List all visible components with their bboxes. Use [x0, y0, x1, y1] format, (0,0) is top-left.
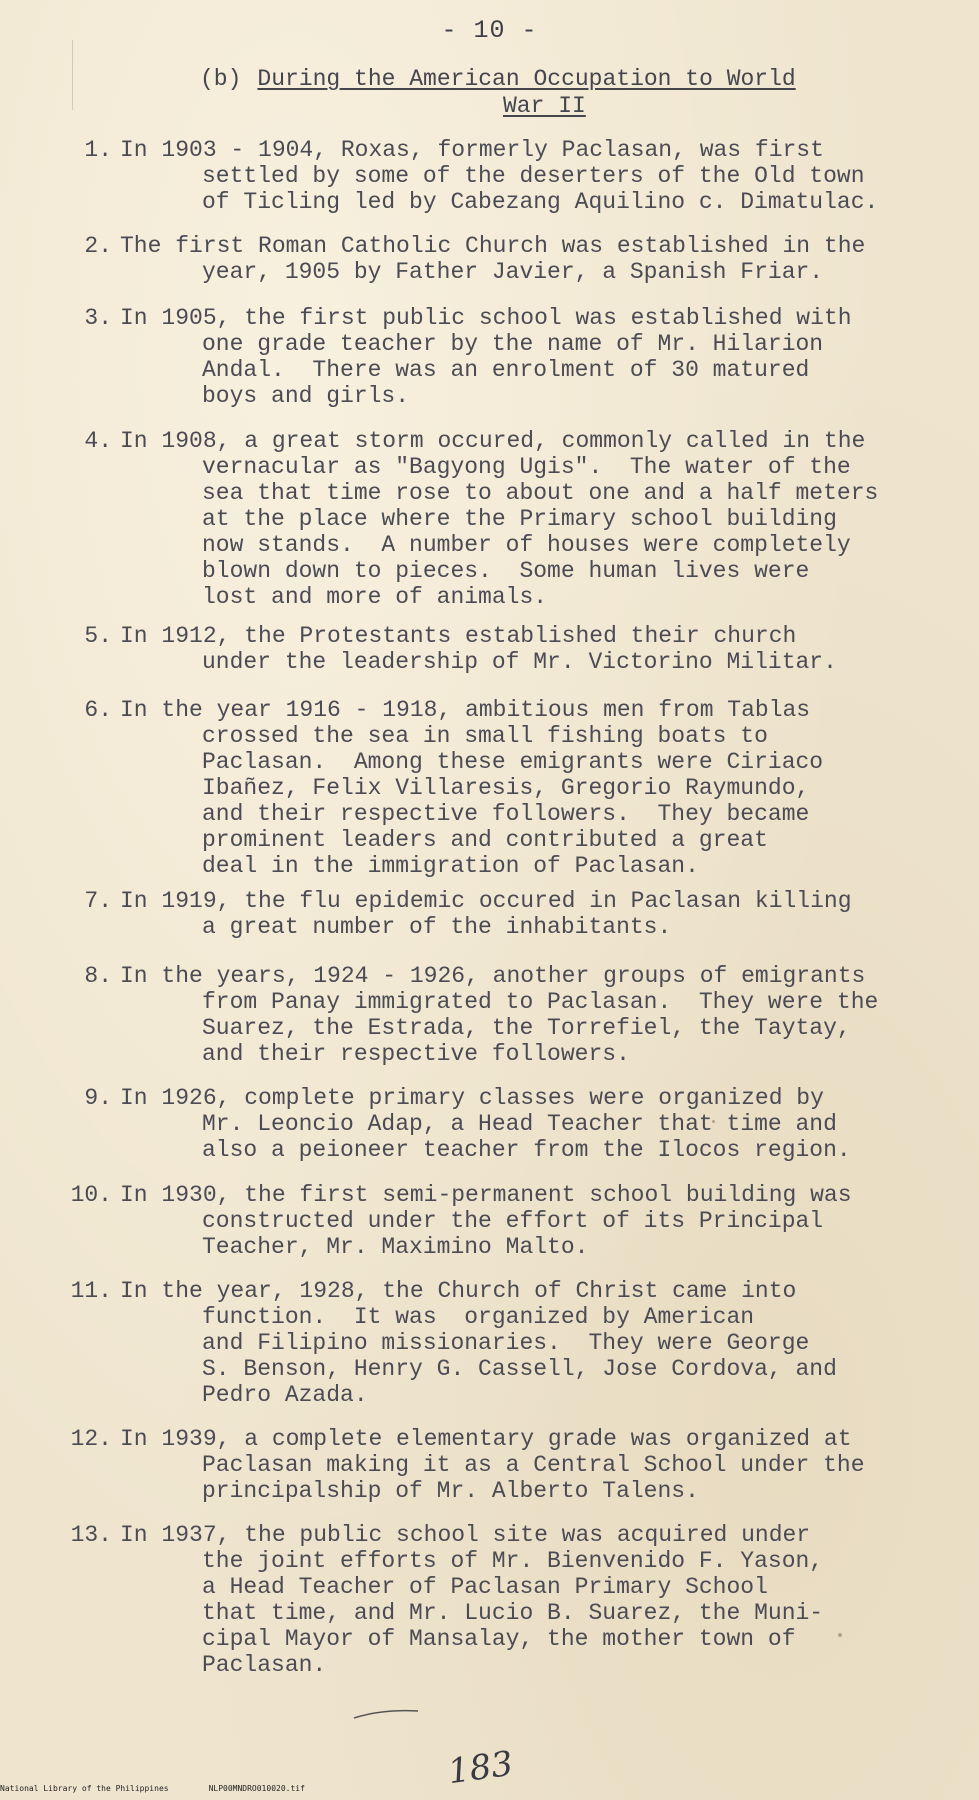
entry-line: under the leadership of Mr. Victorino Militar.: [202, 649, 837, 675]
entry-line: vernacular as "Bagyong Ugis". The water of the: [202, 454, 851, 480]
entry-line: sea that time rose to about one and a half meters: [202, 480, 879, 506]
entry-line: The first Roman Catholic Church was established in the: [120, 233, 866, 259]
entry-line: In the year 1916 - 1918, ambitious men from Tablas: [120, 697, 811, 723]
page-number: - 10 -: [441, 16, 538, 45]
entry-line: Ibañez, Felix Villaresis, Gregorio Raymundo,: [202, 775, 810, 801]
entry-line: S. Benson, Henry G. Cassell, Jose Cordova, and: [202, 1356, 837, 1382]
footer-library: National Library of the Philippines: [0, 1784, 169, 1793]
history-entry: [44, 305, 954, 409]
entry-line: and their respective followers.: [202, 1041, 630, 1067]
entry-line: In 1939, a complete elementary grade was organized at: [120, 1426, 852, 1452]
entry-line: deal in the immigration of Paclasan.: [202, 853, 699, 879]
entry-number: 11.: [70, 1278, 112, 1304]
footer-file-code: NLP00MNDRO010020.tif: [208, 1784, 305, 1793]
entry-line: Andal. There was an enrolment of 30 matured: [202, 357, 810, 383]
entry-line: In 1919, the flu epidemic occured in Paclasan killing: [120, 888, 852, 914]
pen-stroke-mark: [352, 1707, 422, 1721]
entry-line: boys and girls.: [202, 383, 410, 409]
section-title-line-1: During the American Occupation to World: [257, 66, 796, 92]
entry-line: at the place where the Primary school building: [202, 506, 837, 532]
entry-line: blown down to pieces. Some human lives were: [202, 558, 810, 584]
paper-speck: [712, 1120, 715, 1123]
handwritten-page-number: 183: [445, 1743, 516, 1793]
entry-line: In 1903 - 1904, Roxas, formerly Paclasan, was first: [120, 137, 824, 163]
history-entry: [44, 233, 954, 285]
entry-line: Paclasan making it as a Central School under the: [202, 1452, 865, 1478]
entry-line: crossed the sea in small fishing boats to: [202, 723, 768, 749]
entry-line: and Filipino missionaries. They were George: [202, 1330, 810, 1356]
entry-line: Paclasan.: [202, 1652, 327, 1678]
entry-line: In 1937, the public school site was acquired under: [120, 1522, 811, 1548]
entry-line: In 1912, the Protestants established their church: [120, 623, 797, 649]
entry-number: 3.: [84, 305, 112, 331]
entry-number: 10.: [70, 1182, 112, 1208]
entry-line: In the year, 1928, the Church of Christ came into: [120, 1278, 797, 1304]
entry-number: 5.: [84, 623, 112, 649]
entry-line: of Ticling led by Cabezang Aquilino c. Dimatulac.: [202, 189, 879, 215]
section-label: (b): [200, 66, 242, 92]
entry-number: 6.: [84, 697, 112, 723]
paper-crease: [72, 40, 73, 110]
entry-line: Suarez, the Estrada, the Torrefiel, the Taytay,: [202, 1015, 851, 1041]
entry-line: that time, and Mr. Lucio B. Suarez, the Muni-: [202, 1600, 824, 1626]
entry-line: Paclasan. Among these emigrants were Ciriaco: [202, 749, 824, 775]
entry-line: now stands. A number of houses were completely: [202, 532, 851, 558]
entry-line: In 1930, the first semi-permanent school building was: [120, 1182, 852, 1208]
entry-line: cipal Mayor of Mansalay, the mother town of: [202, 1626, 796, 1652]
entry-line: In 1908, a great storm occured, commonly called in the: [120, 428, 866, 454]
paper-speck: [838, 1633, 842, 1637]
entry-line: year, 1905 by Father Javier, a Spanish Friar.: [202, 259, 824, 285]
section-heading: [200, 66, 880, 120]
section-title-line-2: War II: [503, 93, 586, 119]
history-entry: [44, 963, 954, 1067]
entry-number: 2.: [84, 233, 112, 259]
history-entry: [44, 428, 954, 610]
entry-line: lost and more of animals.: [202, 584, 548, 610]
entry-line: In 1926, complete primary classes were organized by: [120, 1085, 824, 1111]
entry-number: 9.: [84, 1085, 112, 1111]
entry-line: In the years, 1924 - 1926, another groups of emigrants: [120, 963, 866, 989]
entry-number: 7.: [84, 888, 112, 914]
archive-footer: [0, 1784, 305, 1793]
entry-line: constructed under the effort of its Principal: [202, 1208, 824, 1234]
history-entry: [44, 1085, 954, 1163]
entry-line: a great number of the inhabitants.: [202, 914, 672, 940]
entry-number: 4.: [84, 428, 112, 454]
history-entry: [44, 1182, 954, 1260]
entry-line: prominent leaders and contributed a great: [202, 827, 768, 853]
entry-line: one grade teacher by the name of Mr. Hilarion: [202, 331, 824, 357]
entry-line: function. It was organized by American: [202, 1304, 755, 1330]
history-entry: [44, 1278, 954, 1408]
history-entry: [44, 888, 954, 940]
entry-line: and their respective followers. They became: [202, 801, 810, 827]
entry-number: 13.: [70, 1522, 112, 1548]
entry-number: 1.: [84, 137, 112, 163]
entry-line: Teacher, Mr. Maximino Malto.: [202, 1234, 589, 1260]
entry-line: In 1905, the first public school was established with: [120, 305, 852, 331]
entry-line: a Head Teacher of Paclasan Primary School: [202, 1574, 768, 1600]
entry-line: the joint efforts of Mr. Bienvenido F. Yason,: [202, 1548, 824, 1574]
history-entry: [44, 1426, 954, 1504]
entry-number: 8.: [84, 963, 112, 989]
entry-line: also a peioneer teacher from the Ilocos region.: [202, 1137, 851, 1163]
entry-number: 12.: [70, 1426, 112, 1452]
entry-line: Mr. Leoncio Adap, a Head Teacher that time and: [202, 1111, 837, 1137]
entry-line: principalship of Mr. Alberto Talens.: [202, 1478, 699, 1504]
entry-line: from Panay immigrated to Paclasan. They were the: [202, 989, 879, 1015]
entry-line: settled by some of the deserters of the Old town: [202, 163, 865, 189]
entry-line: Pedro Azada.: [202, 1382, 368, 1408]
history-entry: [44, 137, 954, 215]
history-entry: [44, 697, 954, 879]
history-entry: [44, 623, 954, 675]
history-entry: [44, 1522, 954, 1678]
